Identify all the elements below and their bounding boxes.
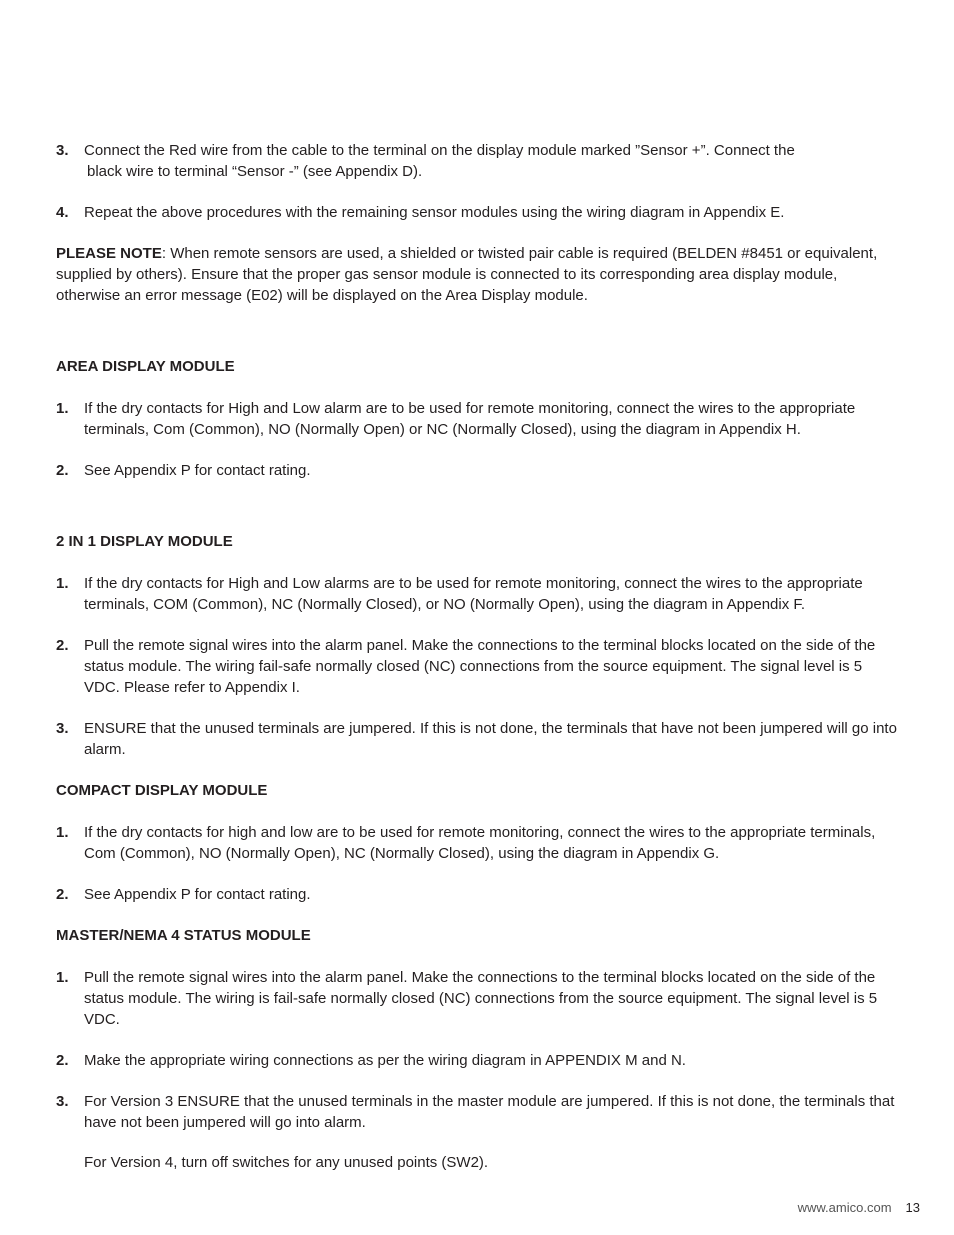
item-text: ENSURE that the unused terminals are jumpered. If this is not done, the terminals that have not been jumpered will go into alarm.: [84, 720, 897, 758]
item-number: 1.: [56, 400, 69, 417]
item-number: 3.: [56, 1093, 69, 1110]
list-item-top-4: [56, 202, 901, 223]
item-text: Connect the Red wire from the cable to the terminal on the display module marked ”Sensor +”. Connect the: [84, 142, 795, 159]
item-number: 2.: [56, 886, 69, 903]
item-text: If the dry contacts for High and Low alarms are to be used for remote monitoring, connect the wires to the appropriate terminals, COM (Common), NC (Normally Closed), or NO (Normally Open), using the diagram in Appendix F.: [84, 575, 863, 613]
section-heading-compact-display: COMPACT DISPLAY MODULE: [56, 782, 268, 799]
item-number: 1.: [56, 824, 69, 841]
section-heading-area-display: AREA DISPLAY MODULE: [56, 358, 235, 375]
list-item: [56, 635, 901, 698]
item-number: 1.: [56, 969, 69, 986]
list-item: [56, 967, 901, 1030]
item-text: Repeat the above procedures with the remaining sensor modules using the wiring diagram in Appendix E.: [84, 204, 785, 221]
please-note-text: : When remote sensors are used, a shielded or twisted pair cable is required (BELDEN #8451 or equivalent, supplied by others). Ensure that the proper gas sensor module is connected to its corresponding area display module, otherwise an error message (E02) will be displayed on the Area Display module.: [56, 245, 878, 304]
list-item: [56, 822, 901, 864]
item-number: 3.: [56, 142, 69, 159]
list-item: [56, 398, 901, 440]
list-item: [56, 884, 901, 905]
list-item-top-3: [56, 140, 901, 182]
list-item: [56, 1050, 901, 1071]
page-content: [56, 140, 901, 1173]
item-text: For Version 3 ENSURE that the unused terminals in the master module are jumpered. If this is not done, the terminals that have not been jumpered will go into alarm.: [84, 1093, 895, 1131]
item-text: If the dry contacts for High and Low alarm are to be used for remote monitoring, connect the wires to the appropriate terminals, Com (Common), NO (Normally Open) or NC (Normally Closed), using the diagram in Appendix H.: [84, 400, 856, 438]
version-4-note: For Version 4, turn off switches for any unused points (SW2).: [84, 1154, 489, 1171]
section-heading-master-status: MASTER/NEMA 4 STATUS MODULE: [56, 927, 311, 944]
page-footer: [798, 1197, 920, 1218]
please-note-label: PLEASE NOTE: [56, 245, 162, 262]
item-number: 1.: [56, 575, 69, 592]
item-number: 4.: [56, 204, 69, 221]
footer-url: www.amico.com: [797, 1200, 892, 1215]
list-item: [56, 460, 901, 481]
page-number: 13: [905, 1200, 920, 1215]
item-text: Pull the remote signal wires into the alarm panel. Make the connections to the terminal blocks located on the side of the status module. The wiring is fail-safe normally closed (NC) connections from the source equipment. The signal level is 5 VDC.: [84, 969, 878, 1028]
item-number: 2.: [56, 1052, 69, 1069]
item-text-continued: black wire to terminal “Sensor -” (see Appendix D).: [87, 163, 423, 180]
item-text: See Appendix P for contact rating.: [84, 462, 311, 479]
item-text: Make the appropriate wiring connections as per the wiring diagram in APPENDIX M and N.: [84, 1052, 686, 1069]
item-text: Pull the remote signal wires into the alarm panel. Make the connections to the terminal blocks located on the side of the status module. The wiring fail-safe normally closed (NC) connections from the source equipment. The signal level is 5 VDC. Please refer to Appendix I.: [84, 637, 876, 696]
list-item: [56, 718, 901, 760]
item-number: 2.: [56, 637, 69, 654]
item-number: 2.: [56, 462, 69, 479]
please-note-paragraph: [56, 243, 901, 306]
section-heading-2-in-1-display: 2 IN 1 DISPLAY MODULE: [56, 533, 233, 550]
item-text: See Appendix P for contact rating.: [84, 886, 311, 903]
list-item: [56, 1091, 901, 1133]
item-number: 3.: [56, 720, 69, 737]
list-item: [56, 573, 901, 615]
item-text: If the dry contacts for high and low are to be used for remote monitoring, connect the wires to the appropriate terminals, Com (Common), NO (Normally Open), NC (Normally Closed), using the diagram in Appendix G.: [84, 824, 876, 862]
